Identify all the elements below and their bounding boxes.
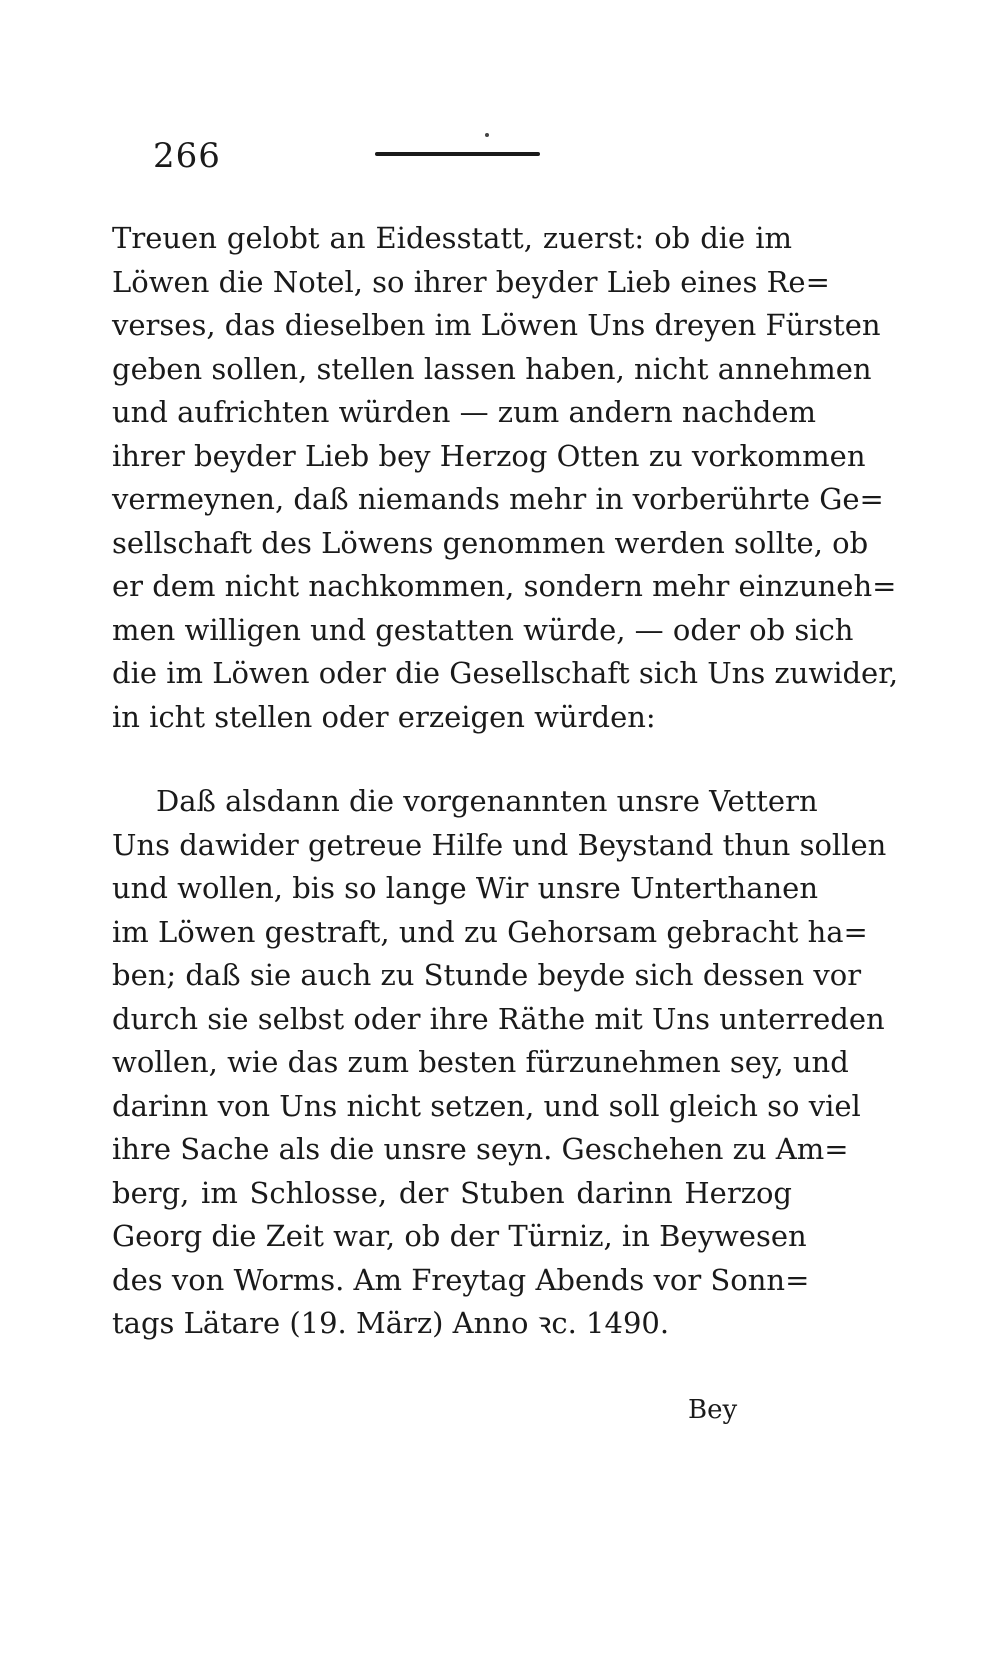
text-line: verses, das dieselben im Löwen Uns dreyen Fürsten: [112, 308, 881, 342]
text-line: durch sie selbst oder ihre Räthe mit Uns unterreden: [112, 1001, 885, 1036]
text-line: Uns dawider getreue Hilfe und Beystand thun sollen: [112, 827, 887, 862]
paragraph-1: [112, 217, 899, 739]
text-line: darinn von Uns nicht setzen, und soll gleich so viel: [112, 1088, 861, 1123]
catchword: Bey: [688, 1395, 738, 1425]
text-line: und aufrichten würden — zum andern nachdem: [112, 395, 817, 429]
text-line: ihre Sache als die unsre seyn. Geschehen zu Am=: [112, 1132, 849, 1166]
text-line: men willigen und gestatten würde, — oder ob sich: [112, 612, 854, 647]
text-line: und wollen, bis so lange Wir unsre Unterthanen: [112, 871, 818, 905]
header-rule: [375, 152, 540, 156]
text-line: Daß alsdann die vorgenannten unsre Vettern: [156, 784, 818, 818]
paragraph-2: [112, 780, 887, 1346]
text-line: Löwen die Notel, so ihrer beyder Lieb eines Re=: [112, 264, 830, 299]
text-line: berg, im Schlosse, der Stuben darinn Herzog: [112, 1175, 792, 1210]
text-line: des von Worms. Am Freytag Abends vor Sonn=: [112, 1262, 810, 1297]
text-line: im Löwen gestraft, und zu Gehorsam gebracht ha=: [112, 914, 868, 949]
text-line: in icht stellen oder erzeigen würden:: [112, 699, 656, 734]
text-line: tags Lätare (19. März) Anno ꝛc. 1490.: [112, 1306, 670, 1340]
ornament-dot: [485, 133, 489, 137]
text-line: Treuen gelobt an Eidesstatt, zuerst: ob die im: [112, 221, 792, 255]
text-line: vermeynen, daß niemands mehr in vorberührte Ge=: [112, 482, 884, 516]
text-line: ihrer beyder Lieb bey Herzog Otten zu vorkommen: [112, 438, 866, 473]
text-line: die im Löwen oder die Gesellschaft sich Uns zuwider,: [112, 656, 899, 690]
text-line: wollen, wie das zum besten fürzunehmen sey, und: [112, 1045, 849, 1079]
text-line: er dem nicht nachkommen, sondern mehr einzuneh=: [112, 569, 897, 603]
text-line: ben; daß sie auch zu Stunde beyde sich dessen vor: [112, 958, 862, 992]
page-number: 266: [153, 136, 221, 176]
text-line: sellschaft des Löwens genommen werden sollte, ob: [112, 525, 869, 560]
text-line: Georg die Zeit war, ob der Türniz, in Beywesen: [112, 1219, 807, 1253]
text-line: geben sollen, stellen lassen haben, nicht annehmen: [112, 351, 872, 386]
